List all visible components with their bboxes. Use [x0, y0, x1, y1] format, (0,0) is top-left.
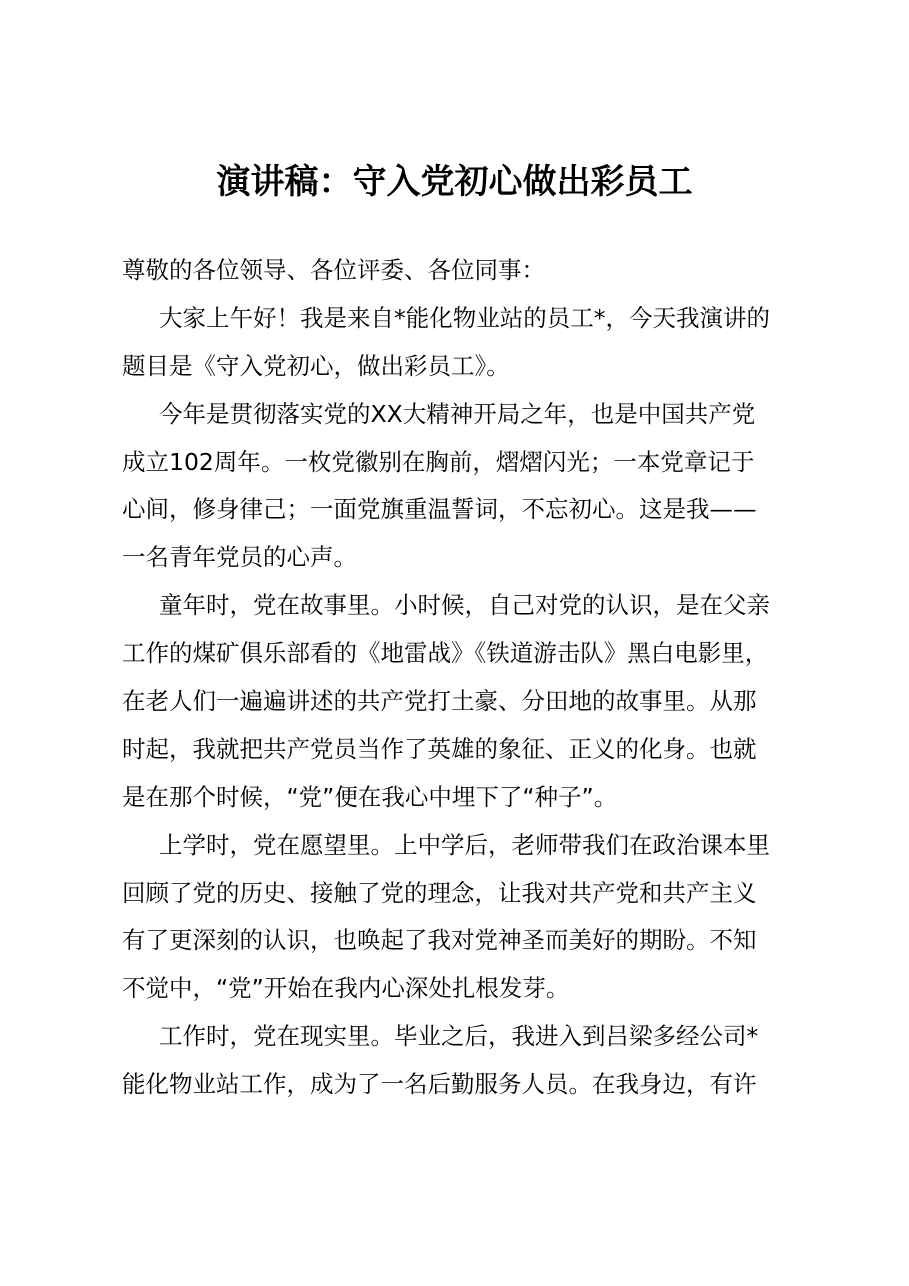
text-line: 不觉中，“党”开始在我内心深处扎根发芽。 [122, 974, 570, 1003]
text-line: 成立102周年。一枚党徽别在胸前，熠熠闪光；一本党章记于 [122, 447, 755, 476]
text-line: 有了更深刻的认识，也唤起了我对党神圣而美好的期盼。不知 [122, 926, 757, 955]
text-line: 题目是《守入党初心，做出彩员工》。 [122, 351, 510, 380]
text-line: 童年时，党在故事里。小时候，自己对党的认识，是在父亲 [159, 591, 770, 620]
text-line: 时起，我就把共产党员当作了英雄的象征、正义的化身。也就 [122, 734, 757, 763]
text-line: 是在那个时候，“党”便在我心中埋下了“种子”。 [122, 782, 618, 811]
document-title: 演讲稿：守入党初心做出彩员工 [216, 162, 693, 202]
text-line: 工作时，党在现实里。毕业之后，我进入到吕梁多经公司* [159, 1022, 759, 1051]
text-line: 今年是贯彻落实党的XX大精神开局之年，也是中国共产党 [159, 399, 756, 428]
text-line: 一名青年党员的心声。 [122, 543, 357, 572]
text-line: 上学时，党在愿望里。上中学后，老师带我们在政治课本里 [159, 830, 770, 859]
text-line: 工作的煤矿俱乐部看的《地雷战》《铁道游击队》黑白电影里， [122, 639, 769, 668]
text-line: 心间，修身律己；一面党旗重温誓词，不忘初心。这是我—— [122, 495, 757, 524]
text-line: 在老人们一遍遍讲述的共产党打土豪、分田地的故事里。从那 [122, 687, 757, 716]
document-body [122, 247, 802, 1109]
text-line: 大家上午好！我是来自*能化物业站的员工*，今天我演讲的 [159, 303, 770, 332]
text-line: 尊敬的各位领导、各位评委、各位同事： [122, 256, 545, 284]
text-line: 回顾了党的历史、接触了党的理念，让我对共产党和共产主义 [122, 878, 757, 907]
text-line: 能化物业站工作，成为了一名后勤服务人员。在我身边，有许 [122, 1070, 757, 1099]
